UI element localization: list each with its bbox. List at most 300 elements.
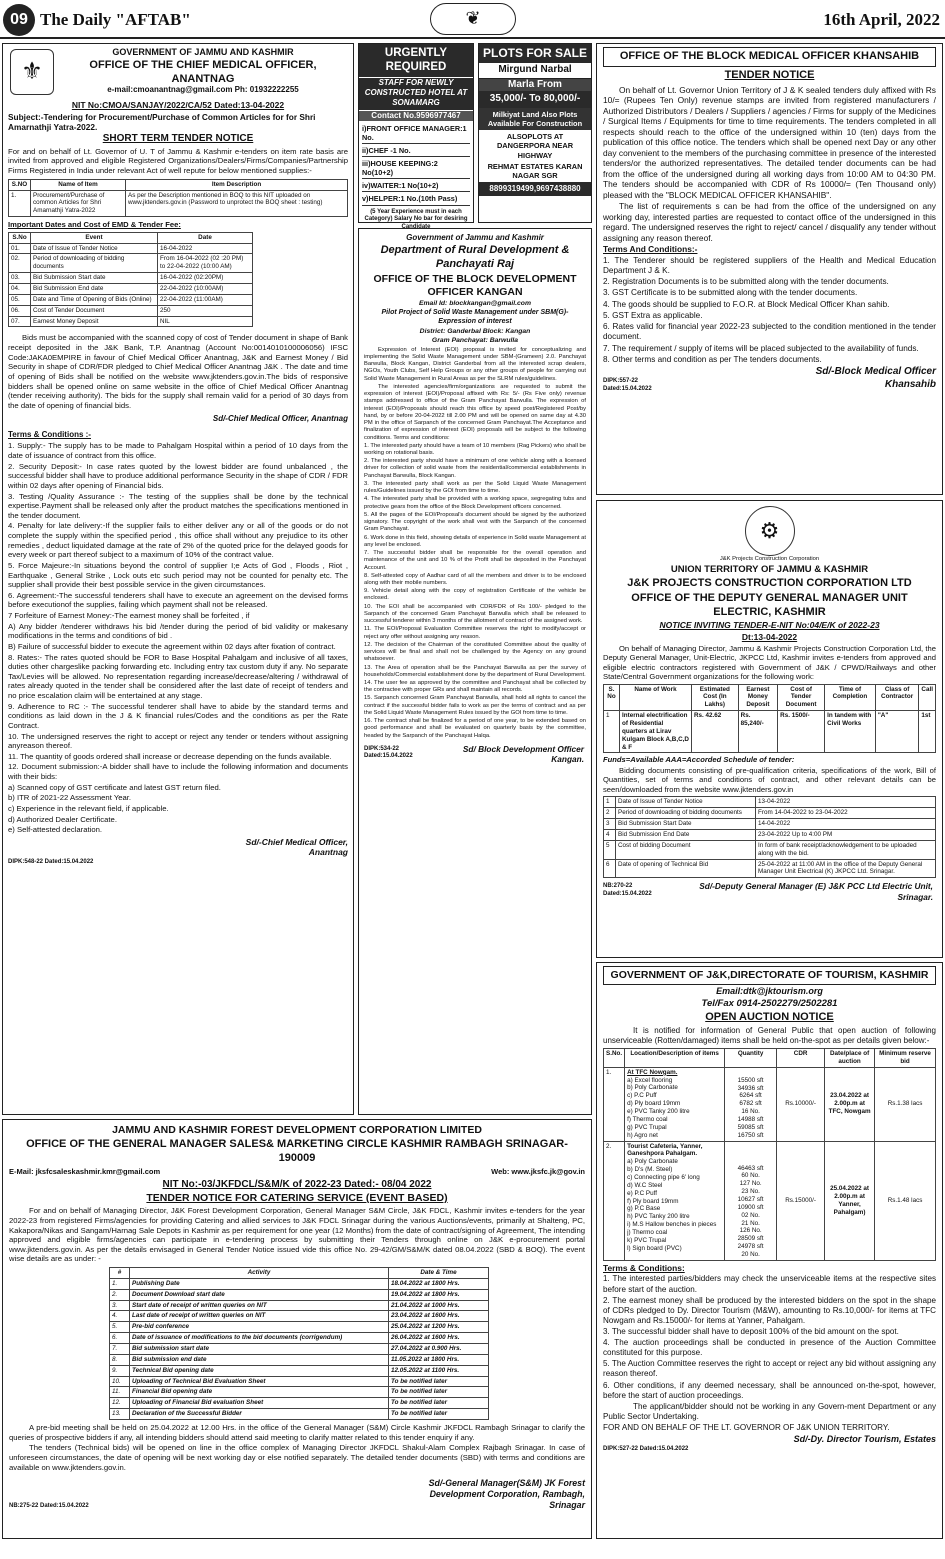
cell: 26.04.2022 at 1600 Hrs. <box>389 1333 489 1344</box>
cell: 8. <box>110 1354 130 1365</box>
list-item: k) PVC Trupal <box>627 1236 667 1244</box>
list-item: 4. The interested party shall be provided with a working space, segregating tubs and protective gears from the office of the Block Development officers concerned. <box>364 496 586 510</box>
list-item: A) Any bidder /tenderer withdraws his bid /tender during the period of bid validity or makesany modifications in the terms and conditions of bid . <box>8 621 348 641</box>
tourism-table <box>603 1048 936 1261</box>
list-item: 23 No. <box>741 1188 760 1196</box>
list-item: b) Poly Carbonate <box>627 1084 678 1092</box>
cell: Publishing Date <box>130 1278 389 1289</box>
urgent-title: URGENTLY REQUIRED <box>359 44 473 77</box>
list-item: l) Sign board (PVC) <box>627 1244 682 1252</box>
cell: Cost of Tender Document <box>31 305 158 316</box>
plots-price: 35,000/- To 80,000/- <box>479 91 591 108</box>
list-item: h) Agro net <box>627 1131 658 1139</box>
cell: Internal electrification of Residential quarters at Lirav Kulgam Block A,B,C,D & F <box>620 711 692 753</box>
cell: Activity <box>130 1268 389 1279</box>
table-row <box>110 1289 489 1300</box>
table-row <box>604 819 936 830</box>
cell: Uploading of Technical Bid Evaluation Sheet <box>130 1376 389 1387</box>
cell: Date of opening of Technical Bid <box>616 859 756 878</box>
list-item: 9. Vehicle detail along with the copy of registration Certificate of the vehicle be enclosed. <box>364 588 586 602</box>
list-item: f) Ply board 19mm <box>627 1197 679 1205</box>
list-item: 28509 sft <box>737 1235 764 1243</box>
list-item: 16750 sft <box>737 1131 764 1139</box>
list-item: 11. The EOI/Proposal Evaluation Committee reserves the right to modify/accept or reject any offer without assigning any reason. <box>364 626 586 640</box>
list-item: 7. The successful bidder shall be responsible for the overall operation and maintenance of the unit and 10 % of the Profit shall be deposited in the Panchayat Account. <box>364 550 586 571</box>
tourism-dipk: DIPK:527-22 Dated:15.04.2022 <box>603 1446 689 1453</box>
cell: 23-04-2022 Up to 4:00 PM <box>756 829 936 840</box>
cell: Call <box>919 684 936 711</box>
cell: 25-04-2022 at 11:00 AM in the office of the Deputy General Manager Unit Electrical (K) JKPCC Ltd. Srinagar. <box>756 859 936 878</box>
cell: Minimum reserve bid <box>875 1049 936 1068</box>
cmo-sign2: Sd/-Chief Medical Officer, Anantnag <box>245 836 348 858</box>
table-row <box>604 797 936 808</box>
plots-line2: ALSOPLOTS AT DANGERPORA NEAR HIGHWAY <box>496 132 574 160</box>
list-item: v)HELPER:1 No.(10th Pass) <box>362 193 470 205</box>
cell: 1. <box>604 1067 625 1141</box>
cell: "A" <box>875 711 919 753</box>
rural-sign: Sd/ Block Development Officer Kangan. <box>462 743 584 765</box>
list-item: 8. Other terms and condition as per The tenders documents. <box>603 354 822 364</box>
cell: 1 <box>604 711 620 753</box>
list-item: 5. GST Extra as applicable. <box>603 310 703 320</box>
cmo-item-desc: As per the Description mentioned in BOQ to this NIT uploaded on www.jktenders.gov.in (Password to unprotect the BOQ sheet : testing) <box>126 190 348 217</box>
cell: 16-04-2022 <box>158 243 253 254</box>
cell: 19.04.2022 at 1800 Hrs. <box>389 1289 489 1300</box>
cell: 10. <box>110 1376 130 1387</box>
cell: Rs.15000/- <box>777 1141 825 1260</box>
list-item: 16 No. <box>741 1108 760 1116</box>
cell: Rs.10000/- <box>777 1067 825 1141</box>
cell: Last date of receipt of written queries on NIT <box>130 1311 389 1322</box>
plots-ad <box>478 43 592 223</box>
cell: 3 <box>604 819 616 830</box>
cell: 1st <box>919 711 936 753</box>
list-item: c) P.C Puff <box>627 1092 657 1100</box>
list-item: b) ITR of 2021-22 Assessment Year. <box>8 793 132 803</box>
list-item: d) Authorized Dealer Certificate. <box>8 814 117 824</box>
bmo-terms <box>603 256 936 366</box>
jkpcc-ut: UNION TERRITORY OF JAMMU & KASHMIR <box>670 564 869 576</box>
list-item: iv)WAITER:1 No(10+2) <box>362 180 470 192</box>
cmo-contact: e-mail:cmoanantnag@gmail.com Ph: 01932222255 <box>107 85 299 94</box>
jkpcc-office: OFFICE OF THE DEPUTY GENERAL MANAGER UNIT ELECTRIC, KASHMIR <box>631 591 908 618</box>
cell: 06. <box>9 305 31 316</box>
cell: 4. <box>110 1311 130 1322</box>
list-item: 4. The goods should be supplied to F.O.R. at Block Medical Officer Khan sahib. <box>603 299 890 309</box>
cmo-dates-head-date: Date <box>158 232 253 243</box>
cell <box>625 1067 725 1141</box>
cmo-dates-title: Important Dates and Cost of EMD & Tender Fee: <box>8 220 181 230</box>
table-row <box>9 273 253 284</box>
table-row <box>9 316 253 327</box>
cell: Uploading of Financial Bid evaluation Sheet <box>130 1398 389 1409</box>
list-item: e) P.C Puff <box>627 1189 657 1197</box>
forest-para1: For and on behalf of Managing Director, J&K Forest Development Corporation, General Manager S&M Circle, J&K FDCL, Kashmir invites e-tenders for the year 2022-23 from registered Firms/agencies for providing Catering and allied services to J&K FDCL Srinagar during the various Auctions/events, primarily at Shalteng, PC, Kakapora/Nikas and Sangam/Harnag Sale Depots in Kashmir as per requirement for one year (12 Months) from the date of contract/signing of Agreement, The intending approved and eligible firms/agencies can participate in e-tendering process by submitting their Tenders through online on J&K e-procurement portal www.jktenders.gov.in. As per the details envisaged in General Tender Notice issued vide this office No. 29-42/GM/S&M/K dated 08.04.2022 (SBD & BOQ). The event wise details are as under: - <box>9 1206 585 1264</box>
cell: Rs. 85,240/- <box>738 711 777 753</box>
cmo-dates-head-sno: S.No <box>9 232 31 243</box>
cmo-item-sno: 1. <box>9 190 31 217</box>
list-item: g) P.C Base <box>627 1205 661 1213</box>
bmo-sign: Sd/-Block Medical Officer Khansahib <box>815 366 936 390</box>
list-item: B) Failure of successful bidder to execute the agreement within 02 days after fixation of contract. <box>8 641 336 651</box>
rural-items <box>364 443 586 740</box>
cell: Cost of bidding Document <box>616 840 756 859</box>
plots-phone: 8899319499,9697438880 <box>479 182 591 196</box>
list-item: g) PVC Trupal <box>627 1123 667 1131</box>
list-item: 2. Security Deposit:- In case rates quoted by the lowest bidder are found unbalanced , the successful bidder shall have to produce additional performance Security in the shape of CDR / FDR within 02 days after opening of Financial bids. <box>8 461 348 490</box>
jk-emblem-icon: ⚜ <box>10 49 54 95</box>
cell: Declaration of the Successful Bidder <box>130 1409 389 1420</box>
rural-notice <box>358 228 592 1115</box>
cell: Name of Work <box>620 684 692 711</box>
table-row <box>604 840 936 859</box>
cell: Pre-bid conference <box>130 1322 389 1333</box>
cell: 05. <box>9 294 31 305</box>
rural-gp: Gram Panchayat: Barwulla <box>431 337 519 345</box>
cell: In form of bank receipt/acknowledgement to be uploaded along with the bid. <box>756 840 936 859</box>
cell: 18.04.2022 at 1800 Hrs. <box>389 1278 489 1289</box>
cell: 13. <box>110 1409 130 1420</box>
list-item: 15. Sarpanch concerned Gram Panchayat Barwulla, shall hold all rights to cancel the contract if the successful bidder fails to work as per the terms of contract and as per the Solid Liquid Waste Management Rules issued by the GOI from time to time. <box>364 695 586 716</box>
list-item: 11. The quantity of goods ordered shall increase or decrease depending on the funds available. <box>8 751 332 761</box>
tourism-title: OPEN AUCTION NOTICE <box>705 1011 834 1024</box>
cmo-item-head-sno: S.NO <box>9 179 31 190</box>
cmo-dates-head-event: Event <box>31 232 158 243</box>
table-row <box>9 283 253 294</box>
forest-corp: JAMMU AND KASHMIR FOREST DEVELOPMENT CORPORATION LIMITED <box>112 1124 482 1136</box>
cell: Rs.1.48 lacs <box>875 1141 936 1260</box>
tourism-loc: At TFC Nowgam. <box>627 1068 678 1076</box>
list-item: 8. Self-attested copy of Aadhar card of all the members and driver is to be enclosed along with their mobile numbers. <box>364 572 586 586</box>
cell: Period of downloading of bidding documents <box>616 808 756 819</box>
list-item: 02 No. <box>741 1211 760 1219</box>
page-number-badge <box>3 4 35 36</box>
table-row <box>110 1354 489 1365</box>
cell: To be notified later <box>389 1398 489 1409</box>
cell: 04. <box>9 283 31 294</box>
list-item: 12. The decision of the Chairman of the constituted Committee about the quality of services will be final and shall not be challenged by the Agency on any ground whatsoever. <box>364 641 586 663</box>
masthead-logo: ❦ <box>430 3 516 35</box>
cell: 3. <box>110 1300 130 1311</box>
cmo-terms-title: Terms & Conditions :- <box>8 430 91 440</box>
cell: 1 <box>604 797 616 808</box>
cmo-item-head-name: Name of Item <box>31 179 126 190</box>
cmo-notice <box>2 43 354 1115</box>
list-item: 2. Registration Documents is to be submitted along with the tender documents. <box>603 277 889 286</box>
list-item: 4. Penalty for late delivery:-If the supplier fails to either deliver any or all of the goods or do not complete the supply within the specified period , this office shall without any prejudice to its other remedies , deduct liquidated damage at the rate of 2% of the quoted price for the delayed goods for every week or part thereof subject to a maximum of 10% of the contract value. <box>8 521 348 560</box>
cell: 5. <box>110 1322 130 1333</box>
list-item: iii)HOUSE KEEPING:2 No(10+2) <box>362 158 470 179</box>
cell: To be notified later <box>389 1409 489 1420</box>
cell: 2 <box>604 808 616 819</box>
tourism-tel: Tel/Fax 0914-2502279/2502281 <box>701 998 838 1010</box>
cmo-item-table <box>8 179 348 217</box>
cell: Date & Time <box>389 1268 489 1279</box>
table-row <box>110 1409 489 1420</box>
rural-office: OFFICE OF THE BLOCK DEVELOPMENT OFFICER KANGAN <box>373 272 577 298</box>
list-item: 10. The EOI shall be accompanied with CDR/FDR of Rs 100/- pledged to the Sarpanch of the concerned Gram Panchayat Barwulla which shall be released to successful tenderer within 3 months of the allotment of contract of the assigned work. <box>364 603 586 625</box>
cmo-gov: GOVERNMENT OF JAMMU AND KASHMIR <box>112 47 294 57</box>
cell: In tandem with Civil Works <box>825 711 876 753</box>
list-item: 34936 sft <box>737 1084 764 1092</box>
list-item: a) Excel flooring <box>627 1076 673 1084</box>
jkpcc-para1: On behalf of Managing Director, Jammu & Kashmir Projects Construction Corporation Ltd, the Deputy General Manager, Unit-Electric, JKPCC Ltd, Kashmir invites e-tenders from approved and eligible electric contractors registered with Government of J&K / CPWD/Railways and other State/Central Government organizations for the following work: <box>603 643 936 682</box>
jkpcc-schedule-table <box>603 796 936 878</box>
cell: 16-04-2022 (02:20PM) <box>158 273 253 284</box>
cmo-subject: Subject:-Tendering for Procurement/Purchase of Common Articles for for Shri Amarnathji Yatra-2022. <box>8 111 316 132</box>
rural-project: Pilot Project of Solid Waste Management under SBM(G)-Expression of interest <box>381 309 569 325</box>
table-row <box>9 305 253 316</box>
tourism-behalf: FOR AND ON BEHALF OF THE LT. GOVERNOR OF J&K UNION TERRITORY. <box>603 1422 890 1432</box>
list-item: 16. The contract shall be finalized for a period of one year, to be extended based on good performance and shall be evaluated on quarterly basis by the committee, headed by the Sarpanch of the Panchayat Halqa. <box>364 718 586 739</box>
forest-nit: NIT No:-03/JKFDCL/S&M/K of 2022-23 Dated:- 08/04 2022 <box>162 1178 432 1190</box>
cell: Earnest Money Deposit <box>31 316 158 327</box>
list-item: 14. The user fee as approved by the committee and Panchayat shall be collected by the contractee with proper GRs and shall maintain all records. <box>364 680 586 694</box>
cell: 1. <box>110 1278 130 1289</box>
list-item: d) W.C Steel <box>627 1181 663 1189</box>
list-item: 20 No. <box>741 1251 760 1259</box>
list-item: 6. Other conditions, if any deemed necessary, shall be announced on-the-spot, however, before the start of auction proceedings. <box>603 1380 936 1400</box>
list-item: 6. Work done in this field, showing details of experience in Solid waste Management at any level be enclosed. <box>364 534 586 548</box>
cell: Estimated Cost (In Lakhs) <box>692 684 739 711</box>
list-item: 46463 sft <box>737 1164 764 1172</box>
table-row <box>110 1365 489 1376</box>
table-row <box>604 859 936 878</box>
cell: 25.04.2022 at 1200 Hrs. <box>389 1322 489 1333</box>
cmo-office: OFFICE OF THE CHIEF MEDICAL OFFICER, ANANTNAG <box>89 59 317 85</box>
cell: Location/Description of items <box>625 1049 725 1068</box>
list-item: j) Thermo coal <box>627 1229 668 1237</box>
tourism-notice <box>596 962 943 1539</box>
cell: Bid Submission Start Date <box>616 819 756 830</box>
jkpcc-date: Dt:13-04-2022 <box>741 631 798 642</box>
cmo-item-head-desc: Item Description <box>126 179 348 190</box>
cell: 27.04.2022 at 0.900 Hrs. <box>389 1344 489 1355</box>
list-item: 4. The auction proceedings shall be conducted in presence of the Auction Committee constituted for this purpose. <box>603 1338 936 1358</box>
list-item: 60 No. <box>741 1172 760 1180</box>
cell <box>725 1141 777 1260</box>
list-item: 10900 sft <box>737 1203 764 1211</box>
tourism-email: Email:dtk@jktourism.org <box>716 986 823 997</box>
forest-activity-table <box>109 1267 489 1420</box>
rural-gov: Government of Jammu and Kashmir <box>406 233 544 242</box>
cell: Bid Submission Start date <box>31 273 158 284</box>
list-item: 5. All the pages of the EOI/Proposal's document should be signed by the authorized signatory. The copyright of the work shall vest with the Sarpanch of the concerned Gram Panchayat. <box>364 511 586 533</box>
list-item: 59085 sft <box>737 1123 764 1131</box>
table-row <box>110 1300 489 1311</box>
table-row <box>110 1344 489 1355</box>
list-item: 13. The Area of operation shall be the Panchayat Barwulla as per the survey of households/Commercial establishment done by the department of Rural Development. <box>364 664 586 678</box>
list-item: 6782 sft <box>739 1100 762 1108</box>
cell: 9. <box>110 1365 130 1376</box>
list-item: c) Experience in the relevant field, if applicable. <box>8 803 169 813</box>
list-item: ii)CHEF -1 No. <box>362 145 470 157</box>
jkpcc-nb: NB:270-22 Dated:15.04.2022 <box>603 883 652 897</box>
cell: Rs. 1500/- <box>778 711 825 753</box>
plots-place: Mirgund Narbal <box>479 63 591 79</box>
tourism-note: The applicant/bidder should not be working in any Govern-ment Department or any Public Sector Undertaking. <box>603 1401 936 1421</box>
forest-email: E-Mail: jksfcsaleskashmir.kmr@gmail.com <box>9 1166 161 1176</box>
cell: S.No. <box>604 1049 625 1068</box>
list-item: e) Self-attested declaration. <box>8 825 103 835</box>
cell: 03. <box>9 273 31 284</box>
jkpcc-notice <box>596 500 943 958</box>
list-item: f) Thermo coal <box>627 1115 668 1123</box>
list-item: 5. Force Majeure:-In situations beyond the control of supplier I;e Acts of God , Floods , Riot , Earthquake , General Strike , Lock outs etc such period may not be counted for penalty etc. The supplier shall provide their best possible service in the given circumstances. <box>8 560 348 590</box>
cell: Date of Issue of Tender Notice <box>31 243 158 254</box>
cell: 23.04.2022 at 2.00p.m at TFC, Nowgam <box>825 1067 875 1141</box>
rural-dipk: DIPK:534-22 Dated:15.04.2022 <box>364 745 413 760</box>
bmo-title: TENDER NOTICE <box>724 68 815 81</box>
cell: Technical Bid opening date <box>130 1365 389 1376</box>
cell: NIL <box>158 316 253 327</box>
forest-para2: A pre-bid meeting shall be held on 25.04.2022 at 12.00 Hrs. in the office of the General Manager (S&M) Circle Kashmir JKFDCL Rambagh Srinagar to clarify the queries of prospective bidders if any, all intending bidders should attend said meeting to clarify matter related to this tender enquiry if any. <box>9 1423 585 1442</box>
cell <box>725 1067 777 1141</box>
cell: Start date of receipt of written queries on NIT <box>130 1300 389 1311</box>
cell: 25.04.2022 at 2.00p.m at Yanner, Pahalgam) <box>825 1141 875 1260</box>
list-item: 15500 sft <box>737 1076 764 1084</box>
list-item: d) Ply board 19mm <box>627 1100 681 1108</box>
list-item: i)FRONT OFFICE MANAGER:1 No. <box>362 123 470 144</box>
jkpcc-para2: Bidding documents consisting of pre-qualification criteria, specifications of the work, Bill of Quantities, set of terms and conditions of contract, and other relevant details can be seen/downloaded from the website www.jktenders.gov.in <box>603 765 936 794</box>
jkpcc-seal-icon: ⚙ <box>745 506 795 556</box>
bmo-office: OFFICE OF THE BLOCK MEDICAL OFFICER KHANSAHIB <box>603 47 936 67</box>
cell: 14-04-2022 <box>756 819 936 830</box>
cell: To be notified later <box>389 1376 489 1387</box>
bmo-terms-title: Terms And Conditions:- <box>603 244 698 254</box>
cell: 2. <box>110 1289 130 1300</box>
urgent-ad <box>358 43 474 230</box>
table-row <box>110 1333 489 1344</box>
forest-web: Web: www.jksfc.jk@gov.in <box>491 1166 585 1176</box>
cell: CDR <box>777 1049 825 1068</box>
cell: Financial Bid opening date <box>130 1387 389 1398</box>
list-item: 1. The Tenderer should be registered suppliers of the Health and Medical Education Department J & K. <box>603 255 936 275</box>
cell: 12.05.2022 at 1100 Hrs. <box>389 1365 489 1376</box>
cmo-nit: NIT No:CMOA/SANJAY/2022/CA/52 Dated:13-04-2022 <box>71 100 285 110</box>
table-row <box>9 294 253 305</box>
list-item: 3. The interested party shall work as per the Solid Liquid Waste Management rules/Guidelines issued by the GOI from time to time. <box>364 480 586 495</box>
list-item: h) PVC Tanky 200 litre <box>627 1213 690 1221</box>
jkpcc-nit: NOTICE INVITING TENDER-E-NIT No:04/E/K of 2022-23 <box>659 620 880 631</box>
list-item: 12. Document submission:-A bidder shall have to include the following information and documents with their bids: <box>8 762 348 781</box>
tourism-loc: Tourist Cafeteria, Yanner, Ganeshpora Pahalgam. <box>627 1142 703 1158</box>
plots-marla: Marla From <box>479 79 591 92</box>
table-row <box>110 1398 489 1409</box>
tourism-head: GOVERNMENT OF J&K,DIRECTORATE OF TOURISM, KASHMIR <box>603 966 936 985</box>
jkpcc-sign: Sd/-Deputy General Manager (E) J&K PCC Ltd Electric Unit, Srinagar. <box>699 881 933 902</box>
cell: 2. <box>604 1141 625 1260</box>
cmo-item-name: Procurement/Purchase of common Articles for Shri Amarnathji Yatra-2022 <box>31 190 126 217</box>
cell: 22-04-2022 (11:00AM) <box>158 294 253 305</box>
list-item: 8. Rates:- The rates quoted should be FOR to Base Hospital Pahalgam and inclusive of all taxes, duties other chargeslike packing forwarding etc. Including entry tax custom duty if any. No separate Tax/Levies will be allowed. No representation regarding increase/decrease/altering / withdrawal of rates already quoted in the tender shall be considered after the last date of receipt of tenders and no price escalation claim will be entertained at any stage. <box>8 652 348 700</box>
cell: Bid Submission End Date <box>616 829 756 840</box>
tourism-intro: It is notified for information of General Public that open auction of following unserviceable (Rotten/damaged) items shall be held on-the-spot as per details given below:- <box>603 1026 936 1045</box>
forest-para3: The tenders (Technical bids) will be opened on line in the office complex of Managing Director JKFDCL Shakul-Alam Complex Rajbagh Srinagar. In case of unforeseen circumstances, the date of opening will be next working day or else notified separately. The detailed tender documents (SBD) with terms and conditions are available on www.jktenders.gov.in. <box>9 1443 585 1472</box>
forest-title: TENDER NOTICE FOR CATERING SERVICE (EVENT BASED) <box>146 1192 448 1205</box>
table-row <box>604 808 936 819</box>
list-item: a) Scanned copy of GST certificate and latest GST return filed. <box>8 782 221 792</box>
list-item: 1. Supply:- The supply has to be made to Pahalgam Hospital within a period of 10 days from the date of issuance of contract from this office. <box>8 441 348 460</box>
cell: 07. <box>9 316 31 327</box>
cell: 22-04-2022 (10:00AM) <box>158 283 253 294</box>
jkpcc-corp: J&K PROJECTS CONSTRUCTION CORPORATION LTD <box>627 577 912 590</box>
list-item: 3. GST Certificate is to be submitted along with the tender documents. <box>603 288 858 298</box>
cmo-title: SHORT TERM TENDER NOTICE <box>102 133 254 145</box>
cell: Class of Contractor <box>875 684 919 711</box>
cell: 23.04.2022 at 1600 Hrs. <box>389 1311 489 1322</box>
cell: Quantity <box>725 1049 777 1068</box>
cell: 250 <box>158 305 253 316</box>
list-item: 6. Agreement:-The successful tenderers shall have to execute an agreement on the devised forms before executionof the supplies, failing which payment shall not be released. <box>8 590 348 610</box>
rural-para2: The interested agencies/firm/organizations are requested to submit the expression of interest (EOI)/Proposal affixed with Rs: 5/- (Rs Five only) revenue stamps addressed to office of the Gram Panchayat Barwulla. The expression of interest (EOI)/Proposals should reach this office by speed post/Registered Post/by hand, by or before 20-04-2022 till 2.00 PM and will be opened on same day at 4.30 PM in the office of Sarpanch of the concerned Gram Panchayat.The Acceptance and finalization of expression of interest (EOI) proposals will be subject to the following conditions. Terms and conditions: <box>364 383 586 441</box>
list-item: i) M.S Hallow benches in pieces <box>627 1221 717 1229</box>
list-item: 24978 sft <box>737 1243 764 1251</box>
table-row <box>110 1387 489 1398</box>
table-row <box>604 1067 936 1141</box>
urgent-contact: Contact No.9596977467 <box>359 110 473 121</box>
tourism-sign: Sd/-Dy. Director Tourism, Estates <box>793 1434 936 1445</box>
cell: Date of Issue of Tender Notice <box>616 797 756 808</box>
urgent-sub: STAFF FOR NEWLY CONSTRUCTED HOTEL AT SONAMARG <box>359 77 473 110</box>
list-item: 21 No. <box>741 1219 760 1227</box>
rural-district: District: Ganderbal Block: Kangan <box>419 327 531 335</box>
bmo-para1: On behalf of Lt. Governor Union Territory of J & K sealed tenders duly affixed with Rs 10/= (Rupees Ten Only) revenue stamps are invited from registered manufacturers / Authorized Distributors / Dealers / Suppliers / agencies / Firms for supply of the Medicines / Surgical Items / Equipments for time to time requirements. The tenders completed in all respects should reach to the office of the undersigned within 10 (ten) days from the publication of this office notice. The tenders which shall be opened next Day or any other day convenient to the members of the purchasing committee in presence of the interested tenders/or the authorized representatives. The detailed tender documents can be had from the office of the undersigned during all working days from 10:00 AM to 04:30 PM. The tenders should be accompanied with CDR of Rs 10000/= (Ten Thousand only) pleased with the "BLOCK MEDICAL OFFICER KHANSAHIB". <box>603 84 936 200</box>
cmo-terms <box>8 441 348 834</box>
cell: 11. <box>110 1387 130 1398</box>
list-item: 9. Adherence to RC :- The successful tenderer shall have to abide by the standard terms and conditions as laid down in the J & K financial rules/Codes and the conditions as per the Rate Contract. <box>8 701 348 730</box>
plots-line1: Milkiyat Land Also Plots Available For Construction <box>479 108 591 131</box>
cell: 4 <box>604 829 616 840</box>
list-item: a) Poly Carbonate <box>627 1158 678 1166</box>
cell: Cost of Tender Document <box>778 684 825 711</box>
jkpcc-seal-text: J&K Projects Construction Corporation <box>719 556 820 562</box>
cell: 11.05.2022 at 1800 Hrs. <box>389 1354 489 1365</box>
cell: Period of downloading of bidding documents <box>31 254 158 273</box>
bmo-notice <box>596 43 943 495</box>
cell: To be notified later <box>389 1387 489 1398</box>
cmo-dates-table <box>8 232 253 328</box>
table-row <box>604 829 936 840</box>
masthead <box>0 0 945 40</box>
cmo-dipk: DIPK:548-22 Dated:15.04.2022 <box>8 859 94 865</box>
rural-email: Email Id: blockkangan@gmail.com <box>418 299 531 307</box>
table-row <box>9 254 253 273</box>
cell: Date and Time of Opening of Bids (Online) <box>31 294 158 305</box>
list-item: 3. Testing /Quality Assurance :- The testing of the supplies shall be done by the technical expertise.Payment shall be released only after the product matches the specifications mentioned in the tender document. <box>8 491 348 520</box>
list-item: 3. The successful bidder shall have to deposit 100% of the bid amount on the spot. <box>603 1326 899 1336</box>
cell: Document Download start date <box>130 1289 389 1300</box>
cell: 13-04-2022 <box>756 797 936 808</box>
table-row <box>110 1311 489 1322</box>
list-item: 126 No. <box>739 1227 762 1235</box>
list-item: e) PVC Tanky 200 litre <box>627 1108 690 1116</box>
forest-sign: Sd/-General Manager(S&M) JK Forest Development Corporation, Rambagh, Srinagar <box>428 1478 585 1511</box>
rural-dept: Department of Rural Development & Panchayati Raj <box>380 244 570 270</box>
list-item: 1. The interested party should have a team of 10 members (Rag Pickers) who shall be working on rotational basis. <box>364 442 586 456</box>
list-item: 1. The interested parties/bidders may check the unserviceable items at the respective sites before start of the auction. <box>603 1274 936 1294</box>
cell: From 14-04-2022 to 23-04-2022 <box>756 808 936 819</box>
list-item: 10627 sft <box>737 1196 764 1204</box>
urgent-note: (5 Year Experience must in each Category) Salary No bar for desiring Candidate <box>364 208 468 230</box>
tourism-terms-title: Terms & Conditions: <box>603 1262 685 1273</box>
cell: 7. <box>110 1344 130 1355</box>
cell: 6 <box>604 859 616 878</box>
cell: Earnest Money Deposit <box>738 684 777 711</box>
cell: Bid submission start date <box>130 1344 389 1355</box>
plots-title: PLOTS FOR SALE <box>479 44 591 63</box>
cell: 6. <box>110 1333 130 1344</box>
